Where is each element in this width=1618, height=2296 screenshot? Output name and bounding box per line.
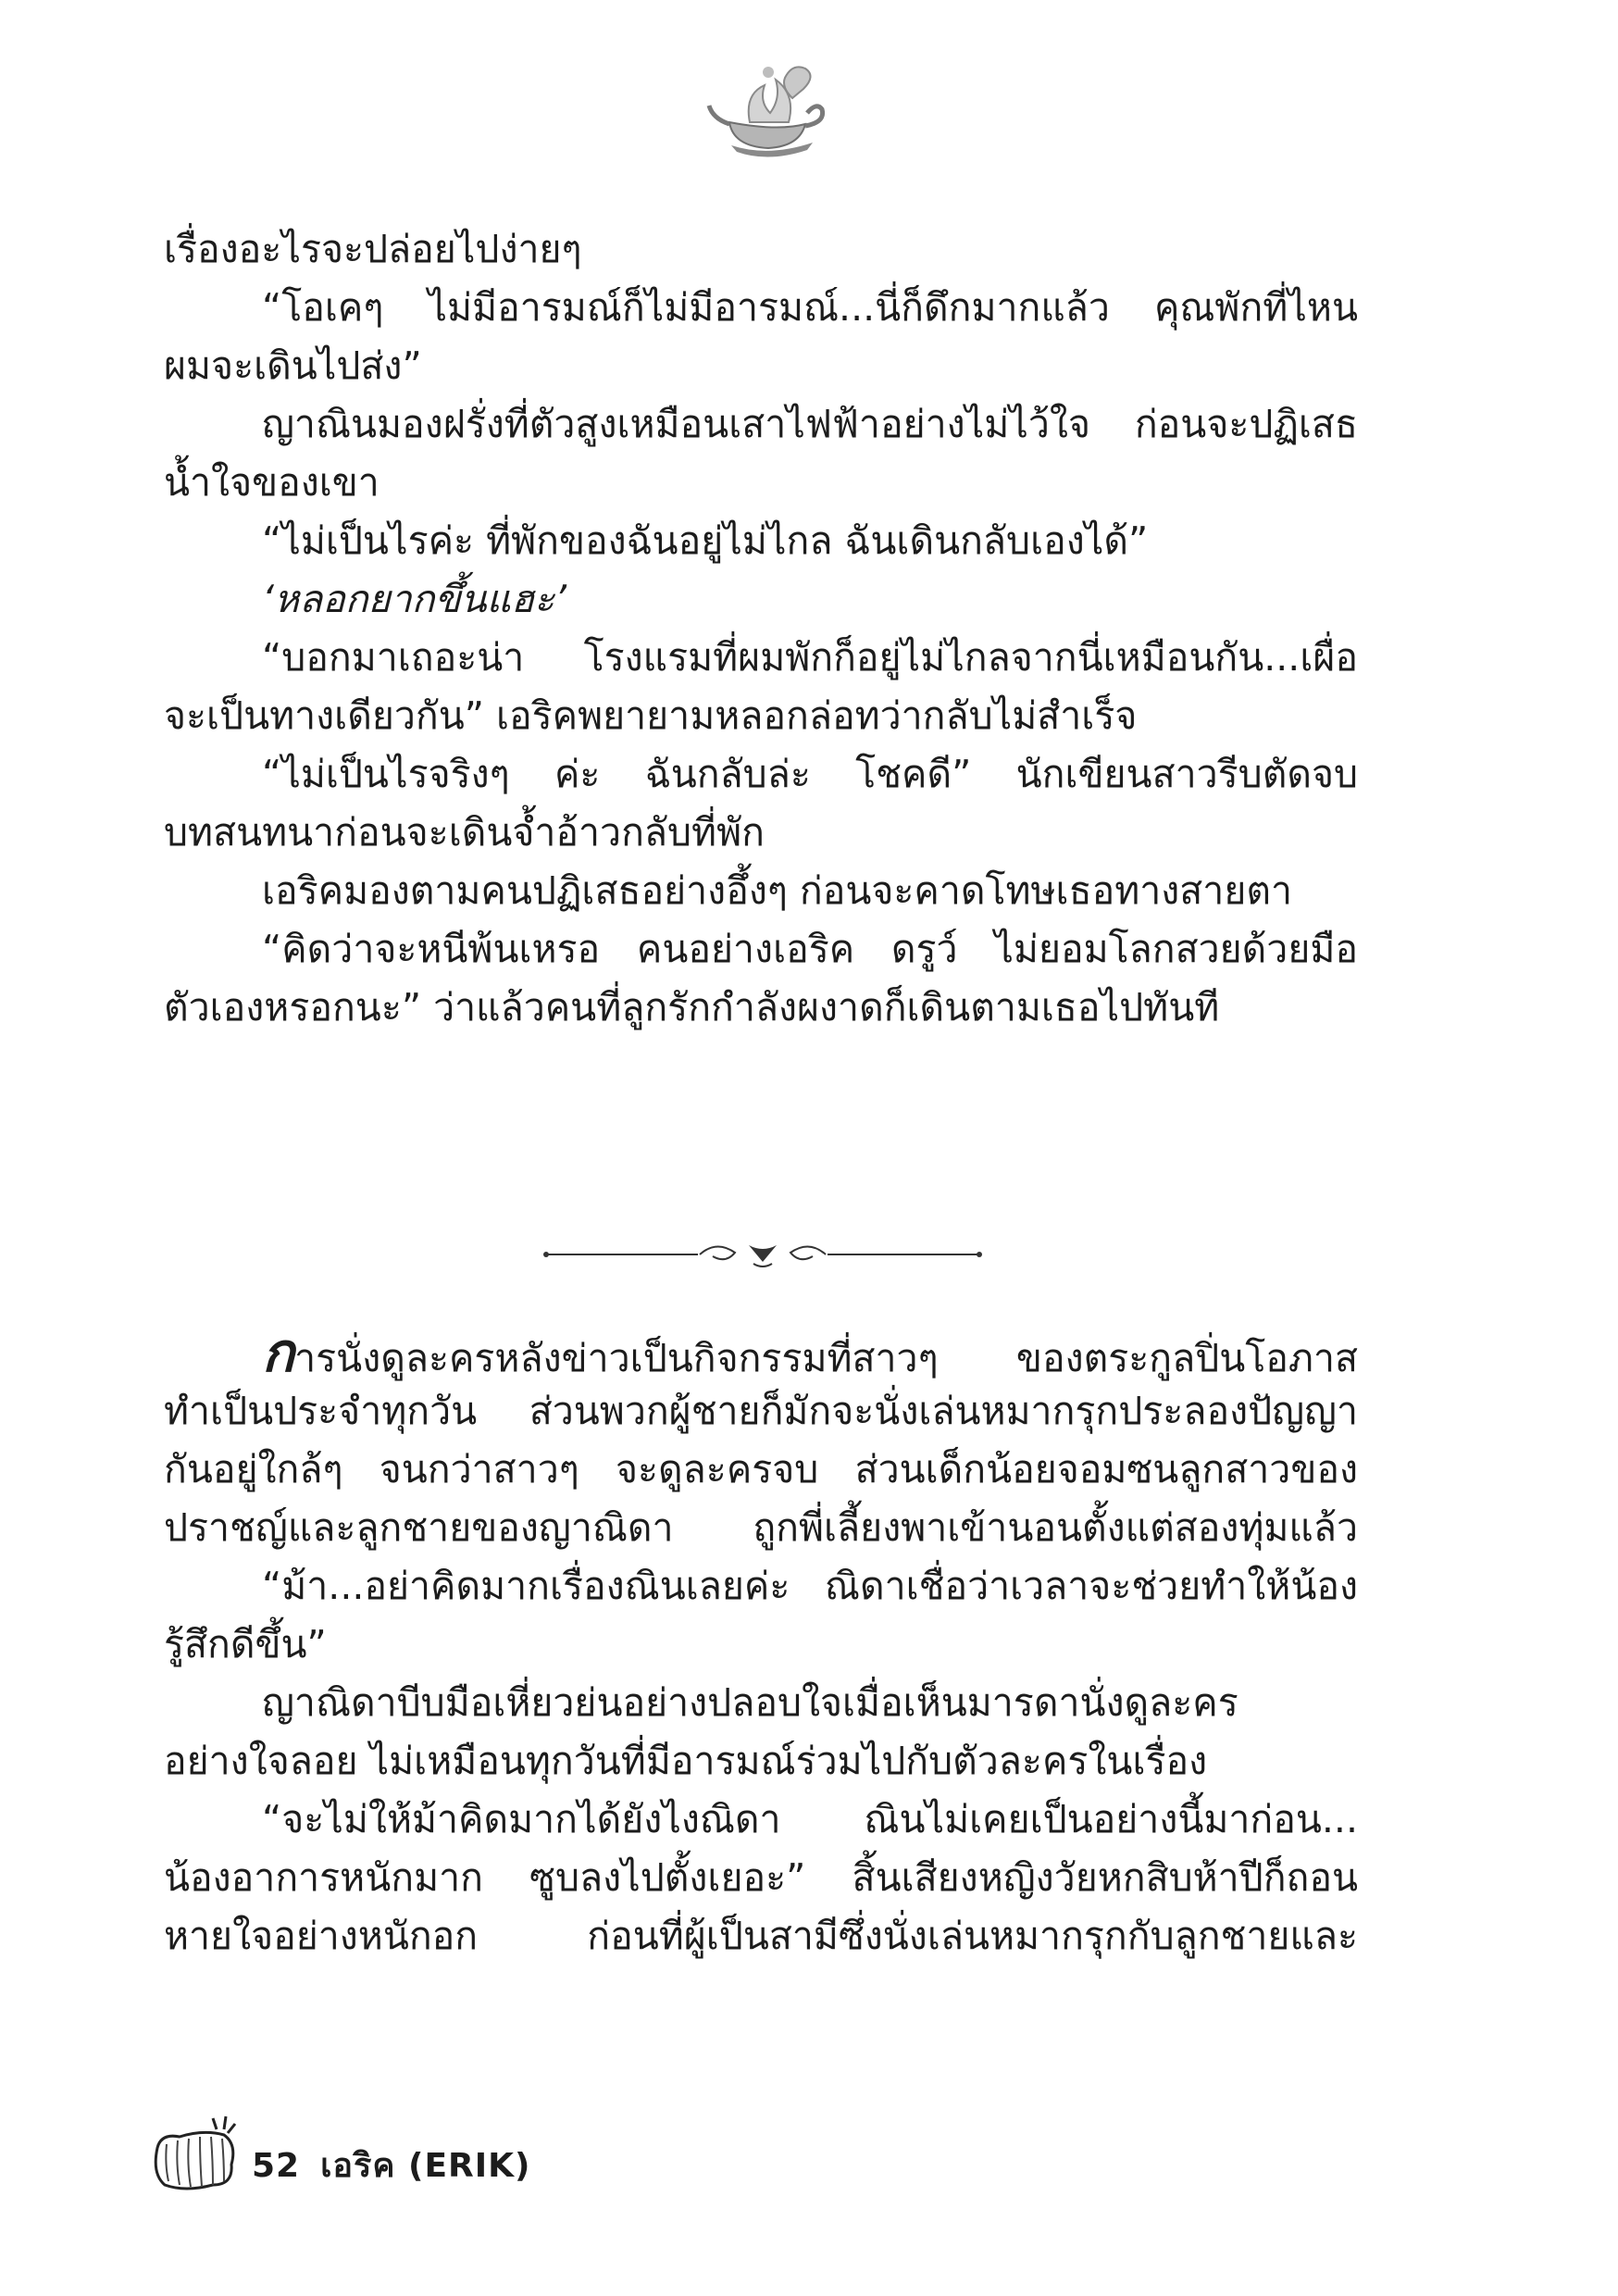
text-line: เรื่องอะไรจะปล่อยไปง่ายๆ xyxy=(164,227,582,271)
genie-lamp-logo xyxy=(703,57,833,168)
body-text-block-2 xyxy=(164,1321,1358,1965)
text-line: จะเป็นทางเดียวกัน” เอริคพยายามหลอกล่อทว่ากลับไม่สำเร็จ xyxy=(164,693,1138,738)
text-line: น้ำใจของเขา xyxy=(164,460,380,505)
book-title: เอริค (ERIK) xyxy=(320,2147,531,2185)
text-line: บทสนทนาก่อนจะเดินจ้ำอ้าวกลับที่พัก xyxy=(164,810,765,855)
text-line: ปราชญ์และลูกชายของญาณิดา ถูกพี่เลี้ยงพาเข้านอนตั้งแต่สองทุ่มแล้ว xyxy=(164,1505,1358,1550)
text-line: อย่างใจลอย ไม่เหมือนทุกวันที่มีอารมณ์ร่วมไปกับตัวละครในเรื่อง xyxy=(164,1739,1208,1783)
text-line: การนั่งดูละครหลังข่าวเป็นกิจกรรมที่สาวๆ ของตระกูลปิ่นโอภาส xyxy=(262,1321,1358,1384)
text-line: ทำเป็นประจำทุกวัน ส่วนพวกผู้ชายก็มักจะนั่งเล่นหมากรุกประลองปัญญา xyxy=(164,1389,1358,1433)
footer-label xyxy=(252,2139,531,2191)
text-line: “จะไม่ให้ม้าคิดมากได้ยังไงณิดา ณินไม่เคยเป็นอย่างนี้มาก่อน... xyxy=(262,1797,1358,1841)
page-number: 52 xyxy=(252,2147,301,2185)
text-line: ‘หลอกยากขึ้นแฮะ’ xyxy=(262,577,567,621)
text-line: “คิดว่าจะหนีพ้นเหรอ คนอย่างเอริค ดรูว์ ไม่ยอมโลกสวยด้วยมือ xyxy=(262,927,1358,971)
text-line: “บอกมาเถอะน่า โรงแรมที่ผมพักก็อยู่ไม่ไกลจากนี่เหมือนกัน...เผื่อ xyxy=(262,635,1358,680)
page-footer xyxy=(148,2113,796,2196)
text-line: ผมจะเดินไปส่ง” xyxy=(164,343,422,388)
drop-cap: ก xyxy=(262,1321,295,1384)
text-line: ตัวเองหรอกนะ” ว่าแล้วคนที่ลูกรักกำลังผงาดก็เดินตามเธอไปทันที xyxy=(164,985,1220,1029)
text-line: “ไม่เป็นไรค่ะ ที่พักของฉันอยู่ไม่ไกล ฉันเดินกลับเองได้” xyxy=(262,518,1149,563)
text-line: หายใจอย่างหนักอก ก่อนที่ผู้เป็นสามีซึ่งนั่งเล่นหมากรุกกับลูกชายและ xyxy=(164,1914,1358,1958)
text-line: “โอเคๆ ไม่มีอารมณ์ก็ไม่มีอารมณ์...นี่ก็ดึกมากแล้ว คุณพักที่ไหน xyxy=(262,285,1358,330)
text-line: กันอยู่ใกล้ๆ จนกว่าสาวๆ จะดูละครจบ ส่วนเด็กน้อยจอมซนลูกสาวของ xyxy=(164,1447,1358,1491)
text-line: ญาณิดาบีบมือเหี่ยวย่นอย่างปลอบใจเมื่อเห็นมารดานั่งดูละคร xyxy=(262,1680,1238,1725)
pillow-icon xyxy=(148,2113,241,2196)
scene-divider-ornament xyxy=(541,1236,985,1273)
text-line: ญาณินมองฝรั่งที่ตัวสูงเหมือนเสาไฟฟ้าอย่างไม่ไว้ใจ ก่อนจะปฏิเสธ xyxy=(262,402,1358,446)
text-line: น้องอาการหนักมาก ซูบลงไปตั้งเยอะ” สิ้นเสียงหญิงวัยหกสิบห้าปีก็ถอน xyxy=(164,1855,1358,1900)
body-text-block-1 xyxy=(164,220,1358,1037)
text-line: “ม้า...อย่าคิดมากเรื่องณินเลยค่ะ ณิดาเชื่อว่าเวลาจะช่วยทำให้น้อง xyxy=(262,1564,1358,1608)
text-line: รู้สึกดีขึ้น” xyxy=(164,1622,327,1666)
text-line: เอริคมองตามคนปฏิเสธอย่างอึ้งๆ ก่อนจะคาดโทษเธอทางสายตา xyxy=(262,868,1293,913)
text-line: “ไม่เป็นไรจริงๆ ค่ะ ฉันกลับล่ะ โชคดี” นักเขียนสาวรีบตัดจบ xyxy=(262,752,1358,796)
